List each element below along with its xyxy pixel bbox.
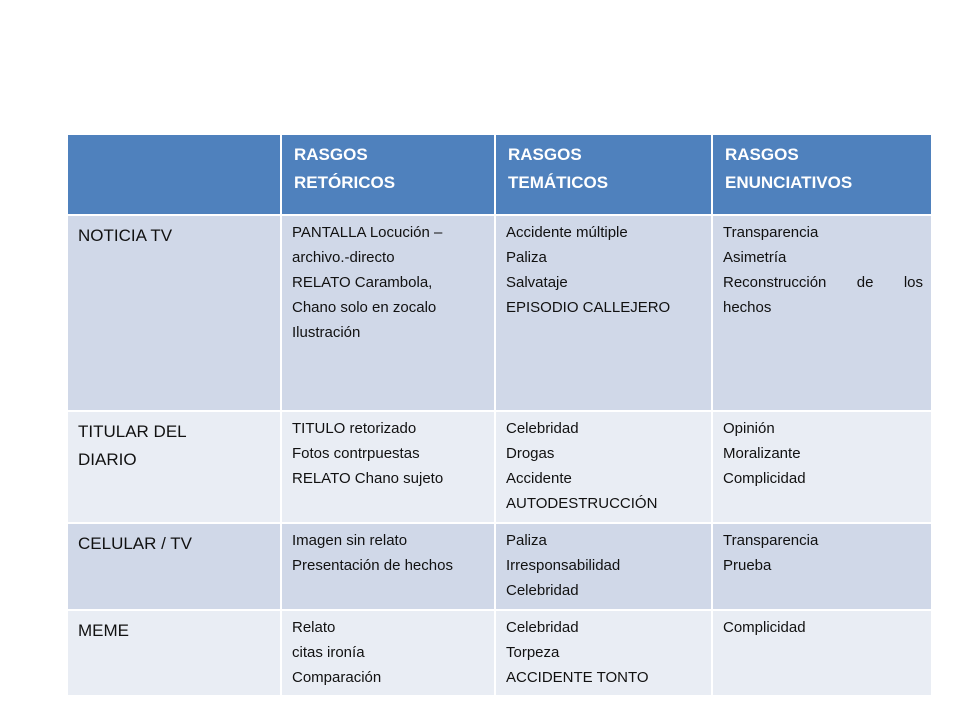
cell-line: Drogas [506, 445, 555, 462]
cell-tematicos [496, 524, 713, 611]
cell-line: Ilustración [292, 324, 361, 341]
cell-line: Paliza [506, 532, 547, 549]
cell-line: Transparencia [723, 224, 819, 241]
cell-line: Opinión [723, 420, 775, 437]
cell-retoricos [282, 611, 496, 697]
table-row-noticia-tv [68, 216, 931, 412]
cell-line: ACCIDENTE TONTO [506, 669, 649, 686]
header-cell-empty [68, 135, 282, 216]
header-cell-enunciativos [713, 135, 931, 216]
header-line: TEMÁTICOS [508, 173, 609, 192]
table-row-titular-del-diario [68, 412, 931, 524]
cell-line: Comparación [292, 669, 382, 686]
cell-line: Moralizante [723, 445, 801, 462]
cell-line: Irresponsabilidad [506, 557, 621, 574]
cell-line: Complicidad [723, 470, 806, 487]
cell-line: Complicidad [723, 619, 806, 636]
cell-line: Imagen sin relato [292, 532, 408, 549]
cell-enunciativos [713, 216, 931, 412]
row-label: TITULAR DEL DIARIO [68, 412, 282, 524]
cell-line: RELATO Carambola, [292, 274, 433, 291]
cell-retoricos [282, 216, 496, 412]
table-header-row [68, 135, 931, 216]
cell-line: Transparencia [723, 532, 819, 549]
cell-line: Prueba [723, 557, 772, 574]
cell-line: PANTALLA Locución – [292, 224, 443, 241]
table-row-celular-tv [68, 524, 931, 611]
cell-line: Accidente múltiple [506, 224, 628, 241]
table-row-meme [68, 611, 931, 697]
row-label: MEME [68, 611, 282, 697]
cell-line: Relato [292, 619, 336, 636]
cell-tematicos [496, 216, 713, 412]
cell-retoricos [282, 524, 496, 611]
cell-line: RELATO Chano sujeto [292, 470, 444, 487]
cell-line: Asimetría [723, 249, 787, 266]
cell-retoricos [282, 412, 496, 524]
rasgos-table [68, 135, 931, 697]
row-label: CELULAR / TV [68, 524, 282, 611]
cell-line: Celebridad [506, 420, 579, 437]
cell-enunciativos [713, 611, 931, 697]
cell-enunciativos [713, 412, 931, 524]
cell-line: Reconstrucción de los hechos [723, 274, 923, 316]
cell-line: citas ironía [292, 644, 365, 661]
row-label: NOTICIA TV [68, 216, 282, 412]
cell-line: Celebridad [506, 582, 579, 599]
cell-line: Torpeza [506, 644, 560, 661]
cell-tematicos [496, 611, 713, 697]
cell-line: Celebridad [506, 619, 579, 636]
cell-tematicos [496, 412, 713, 524]
header-line: RASGOS [508, 145, 582, 164]
cell-line: EPISODIO CALLEJERO [506, 299, 671, 316]
cell-line: Paliza [506, 249, 547, 266]
cell-line: Fotos contrpuestas [292, 445, 420, 462]
header-line: RETÓRICOS [294, 173, 396, 192]
cell-line: Accidente [506, 470, 572, 487]
cell-line: Chano solo en zocalo [292, 299, 437, 316]
header-cell-retoricos [282, 135, 496, 216]
header-line: RASGOS [725, 145, 799, 164]
cell-enunciativos [713, 524, 931, 611]
cell-line: Presentación de hechos [292, 557, 453, 574]
header-line: RASGOS [294, 145, 368, 164]
header-cell-tematicos [496, 135, 713, 216]
header-line: ENUNCIATIVOS [725, 173, 853, 192]
cell-line: TITULO retorizado [292, 420, 417, 437]
cell-line: archivo.-directo [292, 249, 395, 266]
cell-line: AUTODESTRUCCIÓN [506, 495, 658, 512]
cell-line: Salvataje [506, 274, 568, 291]
